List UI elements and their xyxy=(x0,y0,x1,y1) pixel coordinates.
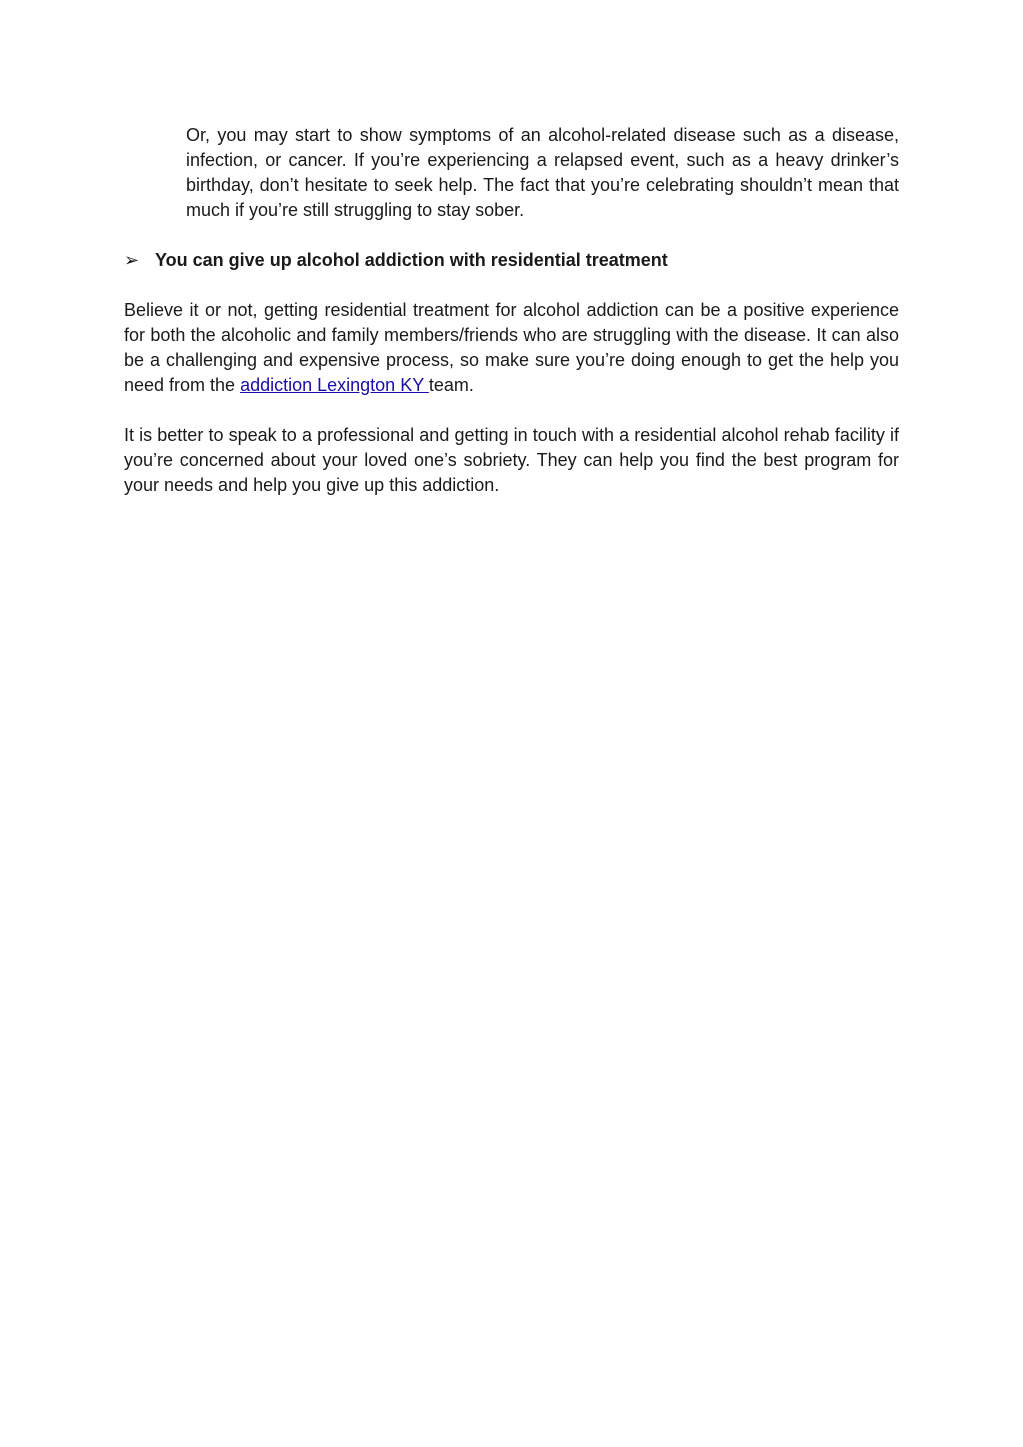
addiction-lexington-link[interactable]: addiction Lexington KY xyxy=(240,375,429,395)
body-paragraph-2: It is better to speak to a professional and getting in touch with a residential alcohol rehab facility if you’re concerned about your loved one’s sobriety. They can help you find the best program for your needs and help you give up this addiction. xyxy=(124,425,899,495)
paragraph-1-text-before-link: Believe it or not, getting residential treatment for alcohol addiction can be a positive experience for both the alcoholic and family members/friends who are struggling with the disease. It can also be a challenging and expensive process, so make sure you’re doing enough to get the help you need from the xyxy=(124,300,899,395)
section-heading xyxy=(124,248,899,273)
section-heading-text: You can give up alcohol addiction with residential treatment xyxy=(155,250,668,270)
body-paragraph-1 xyxy=(124,298,899,398)
paragraph-1-text-after-link: team. xyxy=(428,375,474,395)
intro-paragraph: Or, you may start to show symptoms of an alcohol-related disease such as a disease, infection, or cancer. If you’re experiencing a relapsed event, such as a heavy drinker’s birthday, don’t hesitate to seek help. The fact that you’re celebrating shouldn’t mean that much if you’re still struggling to stay sober. xyxy=(186,125,899,220)
arrow-bullet-icon: ➢ xyxy=(124,250,140,270)
